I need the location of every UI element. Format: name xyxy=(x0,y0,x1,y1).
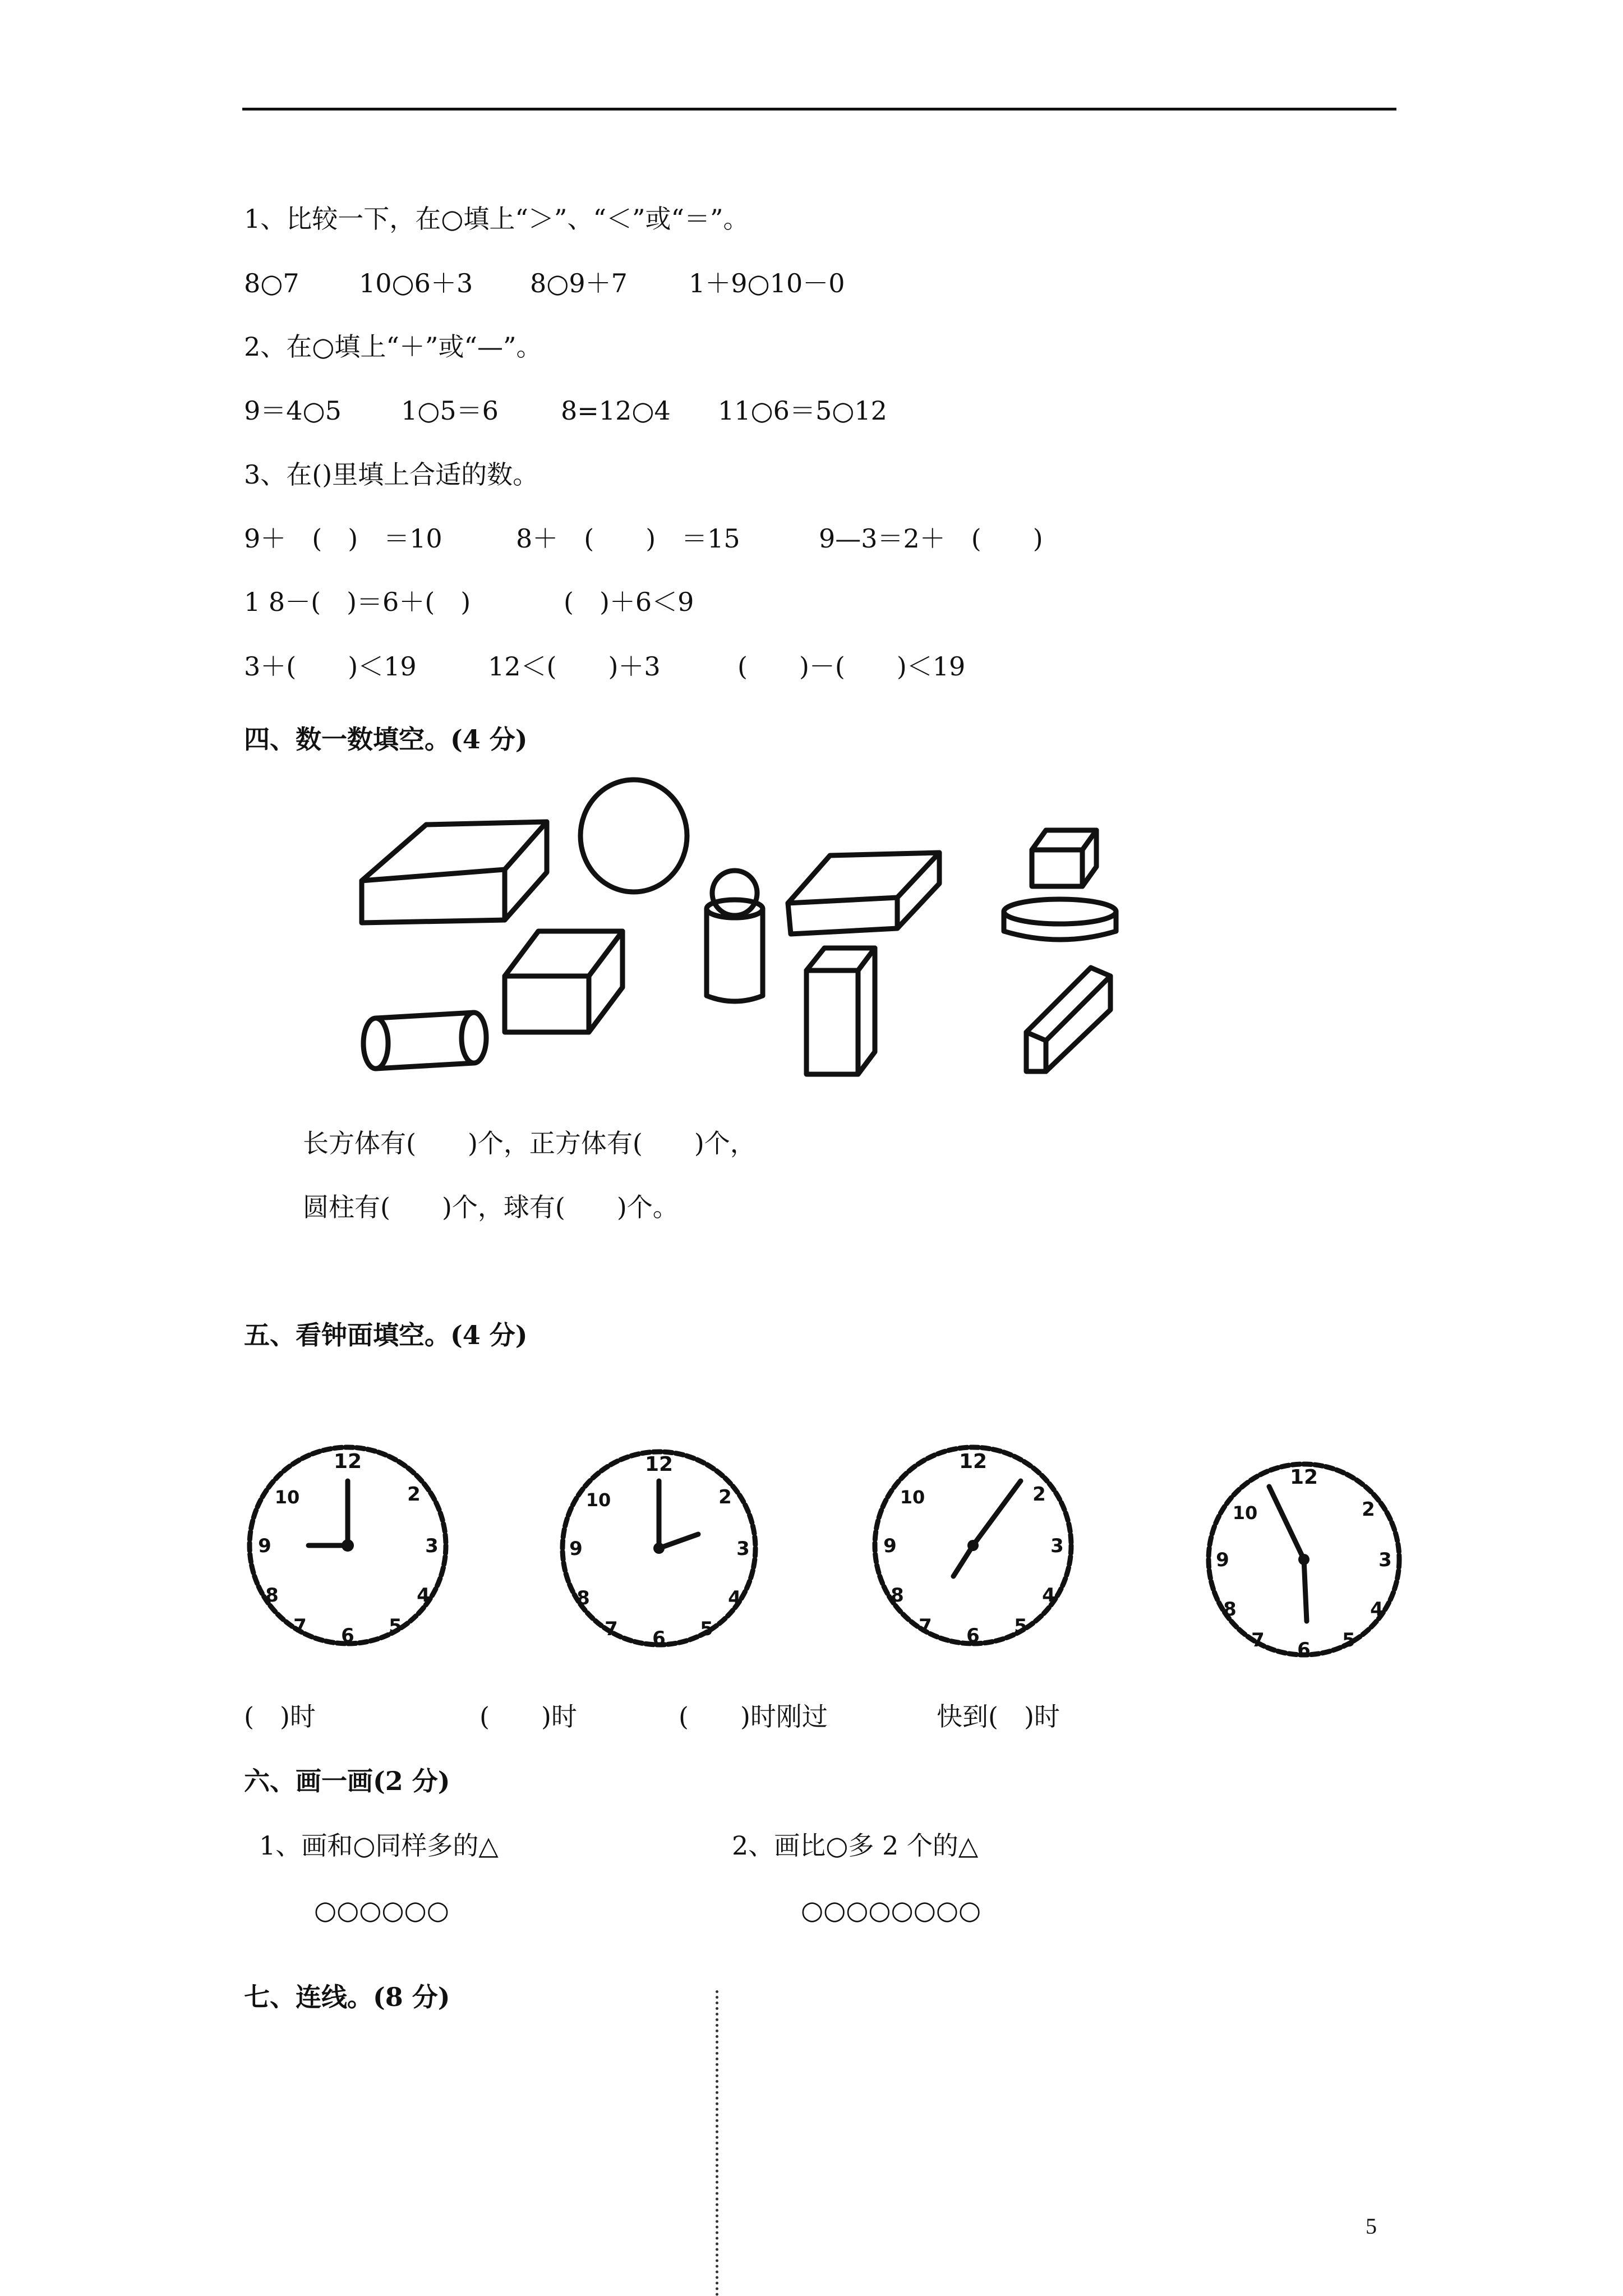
section4-title: 四、数一数填空。(4 分) xyxy=(244,724,528,754)
clock-2 xyxy=(547,1436,771,1660)
clock-num-5: 5 xyxy=(700,1618,713,1640)
clock-num-2: 2 xyxy=(1362,1498,1375,1521)
clock-num-8: 8 xyxy=(891,1584,904,1607)
clock-num-10: 10 xyxy=(900,1487,925,1508)
q3-row2-item-2: ( )＋6＜9 xyxy=(564,587,694,617)
cube-shape-2 xyxy=(1032,830,1096,886)
clock-1-answer: ( )时 xyxy=(244,1701,316,1732)
clock-num-6: 6 xyxy=(1297,1639,1311,1661)
clock-num-3: 3 xyxy=(1378,1549,1392,1571)
q2-item-4: 11○6＝5○12 xyxy=(718,395,887,426)
section5-title: 五、看钟面填空。(4 分) xyxy=(244,1320,528,1350)
clock-num-2: 2 xyxy=(718,1486,732,1508)
section6-circles1: ○○○○○○ xyxy=(314,1895,449,1925)
clock-num-9: 9 xyxy=(883,1535,897,1557)
clock-num-4: 4 xyxy=(728,1587,741,1609)
cuboid-shape-4 xyxy=(1026,968,1110,1071)
q3-row1-item-3: 9—3＝2＋ ( ) xyxy=(819,523,1043,554)
clock-num-8: 8 xyxy=(265,1584,279,1607)
clock-num-12: 12 xyxy=(333,1450,362,1473)
clock-num-5: 5 xyxy=(1342,1629,1355,1651)
q2-item-3: 8=12○4 xyxy=(561,395,671,426)
clock-num-7: 7 xyxy=(293,1615,307,1637)
cylinder-shape xyxy=(363,1013,486,1069)
section6-task2: 2、画比○多 2 个的△ xyxy=(732,1830,979,1861)
clock-num-2: 2 xyxy=(1032,1483,1046,1506)
q1-prompt: 1、比较一下，在○填上“＞”、“＜”或“＝”。 xyxy=(244,204,749,234)
solid-shapes-illustration xyxy=(336,769,1155,1094)
clock-num-10: 10 xyxy=(585,1489,611,1511)
q3-row1-item-1: 9＋ ( ) ＝10 xyxy=(244,523,442,554)
q2-item-1: 9＝4○5 xyxy=(244,395,342,426)
clock-num-12: 12 xyxy=(958,1450,988,1473)
clock-num-9: 9 xyxy=(258,1535,271,1557)
cube-shape xyxy=(505,931,623,1032)
clock-num-8: 8 xyxy=(577,1587,590,1609)
clock-num-10: 10 xyxy=(274,1487,300,1508)
q3-row3-item-2: 12＜( )＋3 xyxy=(488,651,661,682)
clock-num-9: 9 xyxy=(1216,1549,1229,1571)
section7-title: 七、连线。(8 分) xyxy=(244,1982,450,2012)
q1-item-2: 10○6＋3 xyxy=(359,268,473,298)
vertical-divider xyxy=(716,1990,718,2296)
section6-circles2: ○○○○○○○○ xyxy=(801,1895,981,1925)
clock-4-answer: 快到( )时 xyxy=(937,1701,1060,1732)
cylinder-shape-2 xyxy=(1004,899,1116,940)
q1-item-1: 8○7 xyxy=(244,268,299,298)
cuboid-shape-3 xyxy=(806,948,875,1074)
clock-num-2: 2 xyxy=(407,1483,421,1506)
clock-4 xyxy=(1192,1453,1416,1677)
clock-num-8: 8 xyxy=(1223,1598,1237,1621)
sphere-on-cylinder-shape xyxy=(707,871,763,1001)
clock-3-answer: ( )时刚过 xyxy=(679,1701,828,1732)
section4-line2: 圆柱有( )个，球有( )个。 xyxy=(303,1192,679,1222)
clock-num-3: 3 xyxy=(425,1535,439,1557)
q3-row1-item-2: 8＋ ( ) ＝15 xyxy=(516,523,740,554)
section6-task1: 1、画和○同样多的△ xyxy=(259,1830,499,1861)
clock-num-7: 7 xyxy=(1251,1629,1265,1651)
clock-num-6: 6 xyxy=(652,1627,666,1650)
clock-num-5: 5 xyxy=(389,1615,402,1637)
q3-prompt: 3、在()里填上合适的数。 xyxy=(244,459,539,490)
clock-1 xyxy=(236,1433,460,1658)
clock-num-3: 3 xyxy=(736,1538,750,1560)
clock-num-6: 6 xyxy=(341,1625,354,1647)
clock-num-4: 4 xyxy=(417,1584,430,1607)
clock-num-4: 4 xyxy=(1042,1584,1055,1607)
clock-num-10: 10 xyxy=(1232,1502,1258,1524)
section6-title: 六、画一画(2 分) xyxy=(244,1766,450,1796)
clock-num-7: 7 xyxy=(605,1618,618,1640)
clock-num-12: 12 xyxy=(644,1453,674,1476)
clock-num-5: 5 xyxy=(1014,1615,1027,1637)
sphere-shape xyxy=(580,780,687,892)
clock-num-6: 6 xyxy=(966,1625,980,1647)
q3-row3-item-3: ( )－( )＜19 xyxy=(737,651,966,682)
q3-row3-item-1: 3＋( )＜19 xyxy=(244,651,417,682)
clock-num-7: 7 xyxy=(919,1615,932,1637)
q1-item-3: 8○9＋7 xyxy=(530,268,628,298)
q3-row2-item-1: 1 8－( )＝6＋( ) xyxy=(244,587,471,617)
clock-num-3: 3 xyxy=(1050,1535,1064,1557)
clock-num-12: 12 xyxy=(1289,1466,1318,1489)
cuboid-shape-2 xyxy=(788,853,939,934)
header-rule xyxy=(242,108,1396,111)
clock-2-answer: ( )时 xyxy=(479,1701,577,1732)
clock-num-9: 9 xyxy=(569,1538,583,1560)
clock-3 xyxy=(861,1433,1085,1658)
page-number: 5 xyxy=(1366,2214,1377,2239)
cuboid-shape xyxy=(362,822,547,923)
q2-item-2: 1○5＝6 xyxy=(401,395,499,426)
q2-prompt: 2、在○填上“＋”或“—”。 xyxy=(244,332,542,362)
q1-item-4: 1＋9○10－0 xyxy=(689,268,845,298)
clock-num-4: 4 xyxy=(1370,1598,1384,1621)
section4-line1: 长方体有( )个，正方体有( )个， xyxy=(303,1128,756,1158)
